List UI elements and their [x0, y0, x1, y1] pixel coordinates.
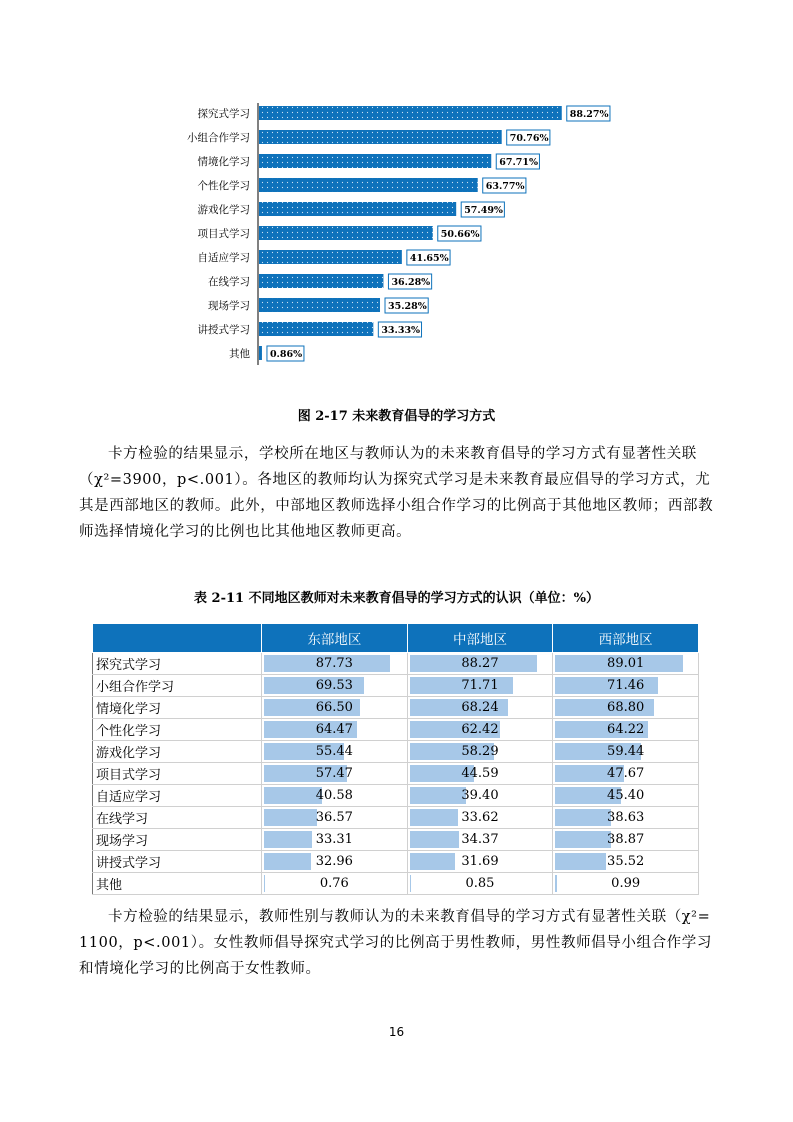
value-cell: [553, 653, 699, 675]
value-cell: [262, 807, 408, 829]
value-cell: [262, 719, 408, 741]
bar: [259, 346, 262, 360]
table-row: [93, 829, 699, 851]
category-label: 其他: [229, 348, 250, 360]
row-label: 其他: [93, 873, 262, 895]
data-label: 35.28%: [388, 301, 427, 312]
value-cell: [262, 763, 408, 785]
row-label: 个性化学习: [93, 719, 262, 741]
data-bar: [410, 831, 459, 848]
cell-value: 68.24: [461, 700, 499, 715]
cell-value: 47.67: [607, 766, 645, 781]
value-cell: [553, 741, 699, 763]
learning-methods-bar-chart: [0, 0, 793, 370]
category-label: 情境化学习: [197, 156, 250, 168]
figure-caption: 图 2-17 未来教育倡导的学习方式: [297, 409, 496, 424]
bar: [259, 226, 433, 240]
table-row: [93, 719, 699, 741]
cell-value: 71.71: [461, 678, 499, 693]
value-cell: [553, 873, 699, 895]
table-header-cell: 西部地区: [553, 624, 699, 653]
category-label: 自适应学习: [197, 252, 250, 264]
value-cell: [407, 829, 553, 851]
value-cell: [553, 675, 699, 697]
cell-value: 36.57: [315, 810, 353, 825]
value-cell: [553, 697, 699, 719]
value-cell: [407, 719, 553, 741]
cell-value: 58.29: [461, 744, 499, 759]
cell-value: 69.53: [315, 678, 353, 693]
data-bar: [555, 831, 611, 848]
data-bar: [410, 809, 458, 826]
value-cell: [553, 719, 699, 741]
value-cell: [262, 851, 408, 873]
cell-value: 88.27: [461, 656, 499, 671]
data-label: 36.28%: [391, 277, 431, 288]
cell-value: 33.62: [461, 810, 499, 825]
table-row: [93, 851, 699, 873]
table-row: [93, 807, 699, 829]
category-label: 现场学习: [208, 300, 250, 312]
row-label: 自适应学习: [93, 785, 262, 807]
data-bar: [555, 853, 606, 870]
row-label: 在线学习: [93, 807, 262, 829]
table-row: [93, 675, 699, 697]
cell-value: 0.85: [465, 876, 495, 891]
bar: [259, 250, 402, 264]
value-cell: [407, 807, 553, 829]
category-label: 小组合作学习: [187, 132, 250, 144]
table-row: [93, 653, 699, 675]
value-cell: [262, 785, 408, 807]
paragraph-2: 卡方检验的结果显示，教师性别与教师认为的未来教育倡导的学习方式有显著性关联（χ²= 1100，p<.001）。女性教师倡导探究式学习的比例高于男性教师，男性教师倡导小组合作学习和情境化学习的比例高于女性教师。: [79, 909, 712, 977]
table-row: [93, 741, 699, 763]
value-cell: [553, 763, 699, 785]
data-label: 41.65%: [409, 253, 449, 264]
cell-value: 64.47: [315, 722, 353, 737]
row-label: 小组合作学习: [93, 675, 262, 697]
cell-value: 38.63: [607, 810, 645, 825]
row-label: 探究式学习: [93, 653, 262, 675]
data-label: 70.76%: [509, 133, 549, 144]
value-cell: [407, 741, 553, 763]
data-label: 63.77%: [485, 181, 525, 192]
table-caption: 表 2-11 不同地区教师对未来教育倡导的学习方式的认识（单位：%）: [194, 591, 599, 606]
bar: [259, 154, 491, 168]
data-bar: [264, 853, 311, 870]
category-label: 在线学习: [208, 276, 250, 288]
cell-value: 32.96: [315, 854, 353, 869]
data-bar: [410, 787, 467, 804]
data-bar: [264, 875, 265, 892]
bar: [259, 202, 456, 216]
table-row: [93, 873, 699, 895]
value-cell: [262, 653, 408, 675]
value-cell: [407, 675, 553, 697]
data-label: 57.49%: [464, 205, 503, 216]
value-cell: [553, 785, 699, 807]
bar: [259, 130, 502, 144]
data-bar: [264, 787, 322, 804]
category-label: 个性化学习: [197, 180, 250, 192]
data-bar: [555, 875, 556, 892]
value-cell: [262, 675, 408, 697]
value-cell: [262, 741, 408, 763]
data-bar: [264, 809, 317, 826]
value-cell: [407, 763, 553, 785]
category-label: 游戏化学习: [197, 204, 250, 216]
cell-value: 33.31: [315, 832, 353, 847]
table-row: [93, 763, 699, 785]
cell-value: 71.46: [607, 678, 645, 693]
row-label: 讲授式学习: [93, 851, 262, 873]
cell-value: 68.80: [607, 700, 645, 715]
value-cell: [407, 653, 553, 675]
value-cell: [553, 851, 699, 873]
cell-value: 35.52: [607, 854, 645, 869]
row-label: 游戏化学习: [93, 741, 262, 763]
cell-value: 66.50: [315, 700, 353, 715]
table-header-cell: 中部地区: [407, 624, 553, 653]
data-bar: [410, 875, 411, 892]
value-cell: [407, 697, 553, 719]
table-header-cell: [93, 624, 262, 653]
cell-value: 59.44: [607, 744, 645, 759]
category-label: 项目式学习: [197, 228, 250, 240]
value-cell: [262, 829, 408, 851]
page-number: 16: [388, 1025, 405, 1039]
table-row: [93, 697, 699, 719]
row-label: 情境化学习: [93, 697, 262, 719]
cell-value: 87.73: [315, 656, 353, 671]
data-label: 0.86%: [269, 349, 303, 360]
row-label: 项目式学习: [93, 763, 262, 785]
category-label: 探究式学习: [197, 108, 250, 120]
data-bar: [264, 831, 312, 848]
value-cell: [262, 873, 408, 895]
cell-value: 38.87: [607, 832, 645, 847]
cell-value: 45.40: [607, 788, 645, 803]
paragraph-1: 卡方检验的结果显示，学校所在地区与教师认为的未来教育倡导的学习方式有显著性关联（χ²=3900，p<.001）。各地区的教师均认为探究式学习是未来教育最应倡导的学习方式，尤其是西部地区的教师。此外，中部地区教师选择小组合作学习的比例高于其他地区教师；西部教师选择情境化学习的比例也比其他地区教师更高。: [79, 446, 714, 540]
data-bar: [410, 853, 456, 870]
bar: [259, 274, 383, 288]
row-label: 现场学习: [93, 829, 262, 851]
cell-value: 39.40: [461, 788, 499, 803]
cell-value: 64.22: [607, 722, 645, 737]
cell-value: 0.76: [319, 876, 349, 891]
cell-value: 57.47: [315, 766, 353, 781]
data-bar: [555, 809, 611, 826]
table-row: [93, 785, 699, 807]
cell-value: 62.42: [461, 722, 499, 737]
category-label: 讲授式学习: [197, 324, 250, 336]
bar: [259, 298, 380, 312]
value-cell: [407, 785, 553, 807]
cell-value: 44.59: [461, 766, 499, 781]
value-cell: [407, 851, 553, 873]
cell-value: 55.44: [315, 744, 353, 759]
bar: [259, 178, 478, 192]
bar: [259, 106, 562, 120]
data-label: 33.33%: [381, 325, 421, 336]
table-header-cell: 东部地区: [262, 624, 408, 653]
value-cell: [553, 829, 699, 851]
table-header-row: [93, 624, 699, 653]
cell-value: 31.69: [461, 854, 499, 869]
value-cell: [553, 807, 699, 829]
bar: [259, 322, 373, 336]
data-label: 67.71%: [499, 157, 539, 168]
cell-value: 40.58: [315, 788, 353, 803]
data-label: 50.66%: [440, 229, 480, 240]
cell-value: 0.99: [611, 876, 641, 891]
cell-value: 89.01: [607, 656, 645, 671]
value-cell: [262, 697, 408, 719]
data-label: 88.27%: [569, 109, 609, 120]
cell-value: 34.37: [461, 832, 499, 847]
region-table: [92, 623, 699, 895]
value-cell: [407, 873, 553, 895]
